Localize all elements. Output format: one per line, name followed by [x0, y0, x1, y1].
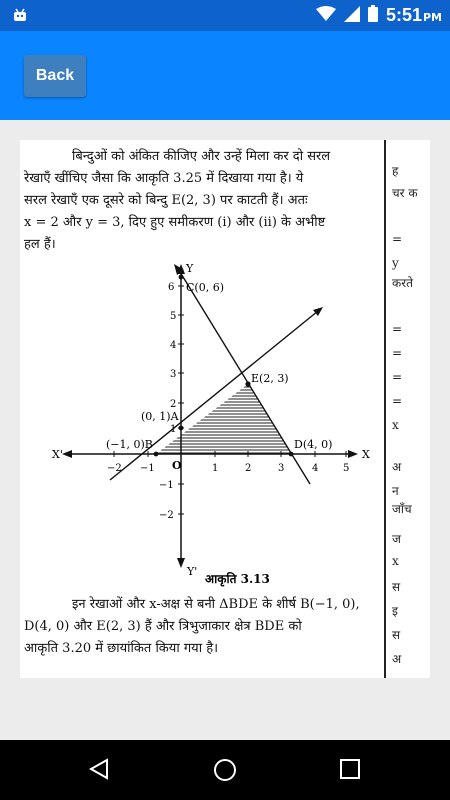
point-c-label: C(0, 6)	[186, 281, 224, 294]
coordinate-graph	[40, 258, 380, 588]
y-axis-neg-label: Y'	[187, 565, 198, 578]
right-column-fragment: स	[392, 628, 401, 642]
point-e	[245, 381, 250, 386]
right-column-fragment: जाँच	[392, 502, 412, 516]
y-tick-label: −1	[159, 480, 174, 491]
point-d-label: D(4, 0)	[294, 438, 333, 451]
axis-ticks	[114, 286, 346, 514]
right-column-fragment: =	[392, 370, 403, 384]
back-triangle-icon[interactable]	[88, 758, 110, 784]
right-column-fragment: इ	[392, 604, 398, 618]
clock-ampm: PM	[422, 11, 442, 24]
right-column-fragment: x	[392, 418, 399, 432]
point-d	[289, 452, 294, 457]
y-tick-label: 3	[170, 369, 177, 380]
right-column-fragment: ह	[392, 164, 399, 178]
y-tick-label: 2	[170, 399, 177, 410]
y-tick-label: 5	[170, 311, 177, 322]
y-tick-label: 1	[170, 424, 177, 435]
right-column-fragment: ज	[392, 532, 401, 546]
y-axis-neg-arrow	[177, 558, 185, 568]
right-column-fragment: =	[392, 394, 403, 408]
right-column-fragment: अ	[392, 652, 402, 666]
y-tick-label: 4	[170, 340, 177, 351]
status-bar	[0, 0, 450, 31]
recents-square-icon[interactable]	[339, 758, 361, 784]
column-divider	[384, 140, 386, 678]
footer-line: इन रेखाओं और x-अक्ष से बनी ΔBDE के शीर्ष B(−1, 0),	[72, 597, 360, 612]
right-column-text	[392, 140, 430, 678]
x-axis-label: X	[362, 448, 370, 461]
point-a	[179, 426, 184, 431]
y-axis-label: Y	[186, 262, 194, 275]
origin-label: O	[172, 459, 182, 472]
content-area[interactable]	[0, 120, 450, 740]
clock-time: 5:51	[385, 5, 422, 25]
right-column-fragment: चर क	[392, 186, 418, 200]
navigation-bar	[0, 740, 450, 800]
home-circle-icon[interactable]	[213, 758, 237, 786]
x-tick-label: 1	[212, 463, 219, 474]
x-axis-neg-label: X'	[52, 448, 63, 461]
right-column-fragment: न	[392, 484, 399, 498]
x-tick-label: 2	[245, 463, 252, 474]
x-axis-arrow	[348, 450, 358, 458]
signal-icon	[344, 6, 360, 26]
right-column-fragment: अ	[392, 460, 402, 474]
figure-caption: आकृति 3.13	[205, 572, 270, 586]
point-b-label: (−1, 0)B	[106, 438, 153, 451]
paragraph-line: बिन्दुओं को अंकित कीजिए और उन्हें मिला कर दो सरल	[72, 149, 331, 164]
x-tick-label: 4	[312, 463, 319, 474]
paragraph-line: हल हैं।	[24, 237, 56, 252]
android-icon	[12, 7, 28, 26]
right-column-fragment: करते	[392, 276, 413, 290]
right-column-fragment: y	[392, 256, 399, 270]
y-tick-label: 6	[168, 282, 175, 293]
x-axis-neg-arrow	[62, 450, 72, 458]
right-column-fragment: =	[392, 232, 403, 246]
paragraph-line: सरल रेखाएँ एक दूसरे को बिन्दु E(2, 3) पर काटती हैं। अतः	[24, 193, 308, 208]
paragraph-line: x = 2 और y = 3, दिए हुए समीकरण (i) और (ii) के अभीष्ट	[24, 215, 326, 230]
wifi-icon	[316, 6, 336, 26]
right-column-fragment: स	[392, 580, 401, 594]
y-tick-label: −2	[159, 510, 174, 521]
point-b	[154, 452, 159, 457]
x-tick-label: 3	[278, 463, 285, 474]
app-bar	[0, 31, 450, 120]
point-a-label: (0, 1)A	[141, 410, 179, 423]
point-e-label: E(2, 3)	[251, 372, 289, 385]
back-button[interactable]: Back	[24, 55, 86, 97]
footer-line: आकृति 3.20 में छायांकित किया गया है।	[24, 641, 219, 656]
point-c	[179, 275, 184, 280]
right-column-fragment: x	[392, 554, 399, 568]
x-tick-label: −2	[107, 463, 122, 474]
battery-icon	[368, 5, 378, 26]
right-column-fragment: =	[392, 322, 403, 336]
paragraph-line: रेखाएँ खींचिए जैसा कि आकृति 3.25 में दिखाया गया है। ये	[24, 171, 304, 186]
x-tick-label: −1	[140, 463, 155, 474]
book-page-image[interactable]	[20, 140, 430, 678]
x-tick-label: 5	[343, 463, 350, 474]
right-column-fragment: =	[392, 346, 403, 360]
footer-line: D(4, 0) और E(2, 3) हैं और त्रिभुजाकार क्षेत्र BDE को	[24, 619, 302, 634]
